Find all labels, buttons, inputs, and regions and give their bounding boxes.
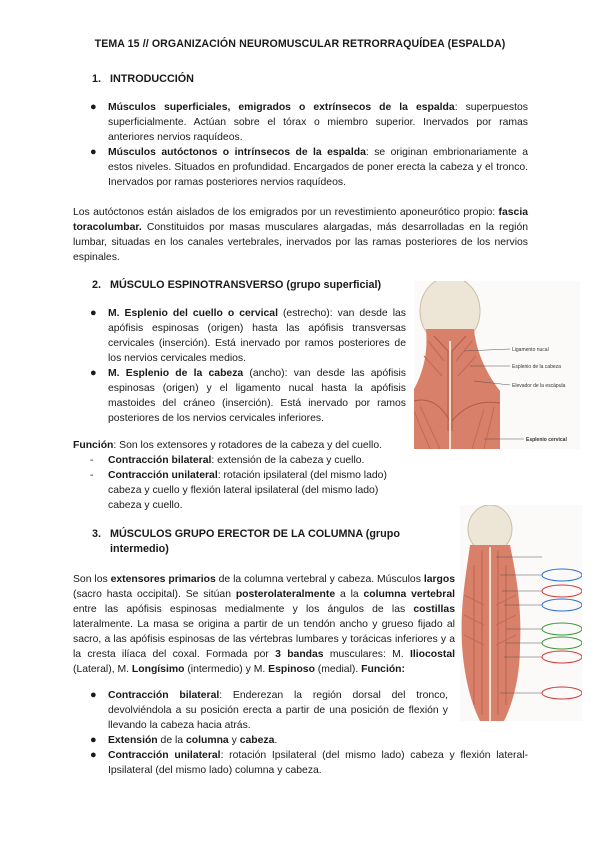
erector-spinae-illustration: [460, 505, 582, 721]
section-2-heading: 2. MÚSCULO ESPINOTRANSVERSO (grupo superficial): [92, 279, 382, 291]
list-item: ● Músculos superficiales, emigrados o extrínsecos de la espalda: superpuestos superficialmente. Actúan sobre el tórax o miembro superior. Inervados por ramas anteriores nervios raquídeos.: [90, 101, 528, 143]
list-item: - Contracción unilateral: rotación ipsilateral (del mismo lado) cabeza y cuello y flexión lateral ipsilateral (del mismo lado) cabeza y cuello.: [90, 470, 387, 511]
splenius-illustration: [414, 281, 580, 449]
erector-paragraph: Son los extensores primarios de la columna vertebral y cabeza. Músculos largos (sacro hasta occipital). Se sitúan posterolateralmente a la columna vertebral entre las apófisis espinosas medialmente y los ángulos de las costillas lateralmente. La masa se origina a partir de un tendón ancho y grueso fijado al sacro, a las apófisis espinosas de las vértebras lumbares y torácicas inferiores y a la cresta ilíaca del coxal. Formada por 3 bandas musculares: M. Iliocostal (Lateral), M. Longísimo (intermedio) y M. Espinoso (medial). Función:: [73, 574, 456, 675]
list-item: ● Contracción unilateral: rotación Ipsilateral (del mismo lado) cabeza y flexión lateral-Ipsilateral (del mismo lado) columna y cabeza.: [90, 749, 529, 776]
bullet-icon: ●: [90, 101, 97, 113]
function-line: Función: Son los extensores y rotadores de la cabeza y del cuello.: [73, 440, 382, 451]
bullet-icon: ●: [90, 734, 97, 746]
list-item: - Contracción bilateral: extensión de la cabeza y cuello.: [90, 455, 365, 466]
section-3-heading: 3. MÚSCULOS GRUPO ERECTOR DE LA COLUMNA (grupo intermedio): [92, 528, 400, 555]
bullet-icon: ●: [90, 749, 97, 761]
figure-label: Ligamento nucal: [512, 347, 549, 353]
bullet-icon: ●: [90, 367, 97, 379]
bullet-icon: ●: [90, 146, 97, 158]
section-1-heading: 1. INTRODUCCIÓN: [92, 73, 194, 85]
figure-label: Elevador de la escápula: [512, 383, 566, 389]
list-item: ● Contracción bilateral: Enderezan la región dorsal del tronco, devolviéndola a su posición erecta a partir de una posición de flexión y llevando la cabeza hacia atrás.: [90, 689, 448, 731]
bullet-icon: ●: [90, 307, 97, 319]
list-item: ● Extensión de la columna y cabeza.: [90, 734, 278, 746]
figure-label: Esplenio cervical: [526, 437, 567, 443]
list-item: ● M. Esplenio de la cabeza (ancho): van desde las apófisis espinosas (origen) y el ligamento nucal hasta la apófisis mastoides del cráneo (inserción). Está inervado por ramos posteriores de los nervios cervicales inferiores.: [90, 367, 406, 424]
intro-paragraph: Los autóctonos están aislados de los emigrados por un revestimiento aponeurótico propio: fascia toracolumbar. Constituidos por masas musculares alargadas, más desarrolladas en la región lumbar, situadas en los canales vertebrales, inervados por las ramas posteriores de los nervios espinales.: [73, 207, 528, 263]
bullet-icon: ●: [90, 689, 97, 701]
list-item: ● Músculos autóctonos o intrínsecos de la espalda: se originan embrionariamente a estos niveles. Situados en profundidad. Encargados de poner erecta la cabeza y el tronco. Inervados por ramas posteriores nervios raquídeos.: [90, 146, 528, 188]
list-item: ● M. Esplenio del cuello o cervical (estrecho): van desde las apófisis espinosas (origen) hasta las apófisis transversas cervicales (inserción). Está inervado por ramos posteriores de los nervios cervicales medios.: [90, 307, 406, 364]
figure-label: Esplenio de la cabeza: [512, 364, 561, 370]
document-title: TEMA 15 // ORGANIZACIÓN NEUROMUSCULAR RETRORRAQUÍDEA (ESPALDA): [94, 38, 506, 50]
